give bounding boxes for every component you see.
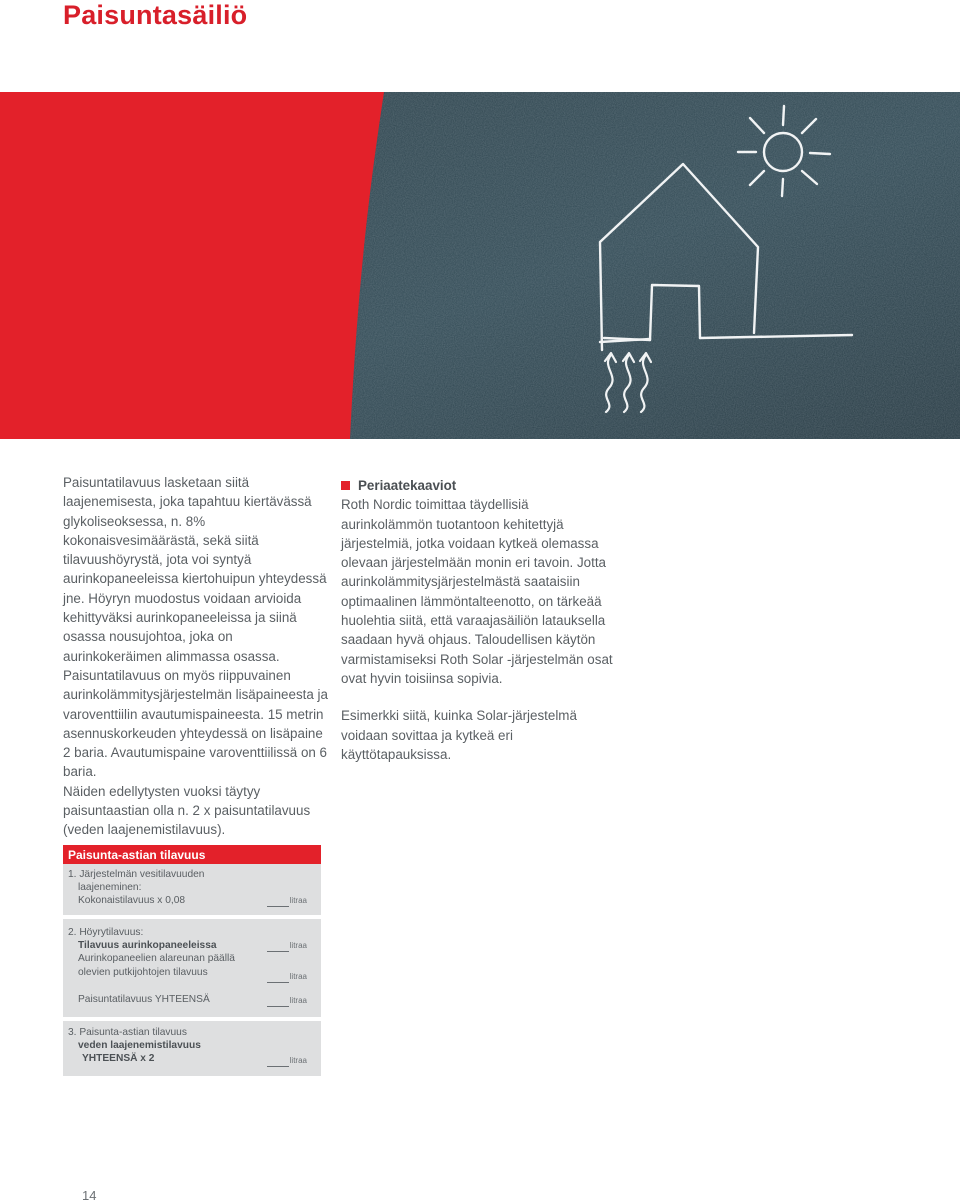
unit-label: litraa	[289, 1056, 307, 1065]
expansion-tank-calculation-box	[63, 845, 321, 1076]
paragraph: Esimerkki siitä, kuinka Solar-järjestelmä voidaan sovittaa ja kytkeä eri käyttötapauksissa.	[341, 708, 577, 762]
calc-line: YHTEENSÄ x 2	[82, 1053, 155, 1065]
litraa-blank	[267, 994, 307, 1007]
paragraph: Näiden edellytysten vuoksi täytyy paisuntaastian olla n. 2 x paisuntatilavuus (veden laajenemistilavuus).	[63, 783, 311, 838]
page-number: 14	[82, 1188, 97, 1203]
calc-section-2	[68, 926, 307, 1006]
paragraph: Paisuntatilavuus lasketaan siitä laajenemisesta, joka tapahtuu kiertävässä glykoliseoksessa, n. 8% kokonaisvesimäärästä, sekä siitä tilavuushöyrystä, jota voi syntyä aurinkopaneeleissa kiertohuipun yhteydessä jne. Höyryn muodostus voidaan arvioida kehittyväksi aurinkopaneeleissa ja siinä osassa nousujohtoa, joka on aurinkokeräimen alimmassa osassa.	[63, 475, 327, 664]
unit-label: litraa	[289, 972, 307, 981]
calc-line: 3. Paisunta-astian tilavuus	[68, 1027, 187, 1038]
calc-line: Paisuntatilavuus YHTEENSÄ	[78, 993, 210, 1005]
fill-in-line	[267, 898, 289, 907]
fill-in-line	[267, 974, 289, 983]
calc-line: 2. Höyrytilavuus:	[68, 927, 144, 938]
unit-label: litraa	[289, 941, 307, 950]
divider	[63, 1017, 321, 1021]
calc-line: olevien putkijohtojen tilavuus	[78, 966, 208, 978]
litraa-blank	[267, 1054, 307, 1067]
unit-label: litraa	[289, 896, 307, 905]
paragraph: Roth Nordic toimittaa täydellisiä aurinkolämmön tuotantoon kehitettyjä järjestelmiä, jotka voidaan kytkeä olemassa olevaan järjestelmään monin eri tavoin. Jotta aurinkolämmitysjärjestelmästä saataisiin optimaalinen lämmöntalteenotto, on tärkeää huolehtia siitä, että varaajasäiliön latauksella saadaan hyvä ohjaus. Taloudellisen käytön varmistamiseksi Roth Solar -järjestelmän osat ovat hyvin toisiinsa sopivia.	[341, 497, 613, 686]
fill-in-line	[267, 998, 289, 1007]
calc-section-3	[68, 1026, 307, 1066]
calc-line: Aurinkopaneelien alareunan päällä	[78, 953, 235, 965]
red-panel	[0, 92, 384, 439]
page-title: Paisuntasäiliö	[63, 0, 248, 30]
intro-text-column	[63, 473, 333, 840]
paragraph: Paisuntatilavuus on myös riippuvainen aurinkolämmitysjärjestelmän lisäpaineesta ja varoventtiilin avautumispaineesta. 15 metrin asennuskorkeuden yhteydessä on lisäpaine 2 baria. Avautumispaine varoventtiilissä on 6 baria.	[63, 667, 328, 780]
fill-in-line	[267, 943, 289, 952]
calc-box-title: Paisunta-astian tilavuus	[63, 845, 321, 864]
hero-illustration	[0, 92, 960, 439]
schematics-text-column	[341, 476, 616, 764]
unit-label: litraa	[289, 996, 307, 1005]
section-heading-text: Periaatekaaviot	[358, 478, 457, 493]
red-square-bullet-icon	[341, 481, 350, 490]
calc-line: Tilavuus aurinkopaneeleissa	[78, 940, 217, 952]
litraa-blank	[267, 939, 307, 952]
section-heading	[341, 476, 616, 495]
calc-line: Kokonaistilavuus x 0,08	[78, 895, 186, 907]
litraa-blank	[267, 970, 307, 983]
calc-line: veden laajenemistilavuus	[78, 1040, 201, 1052]
divider	[63, 915, 321, 919]
calc-line: 1. Järjestelmän vesitilavuuden	[68, 869, 205, 880]
calc-section-1	[68, 868, 307, 908]
fill-in-line	[267, 1058, 289, 1067]
calc-line: laajeneminen:	[78, 882, 142, 894]
litraa-blank	[267, 894, 307, 907]
